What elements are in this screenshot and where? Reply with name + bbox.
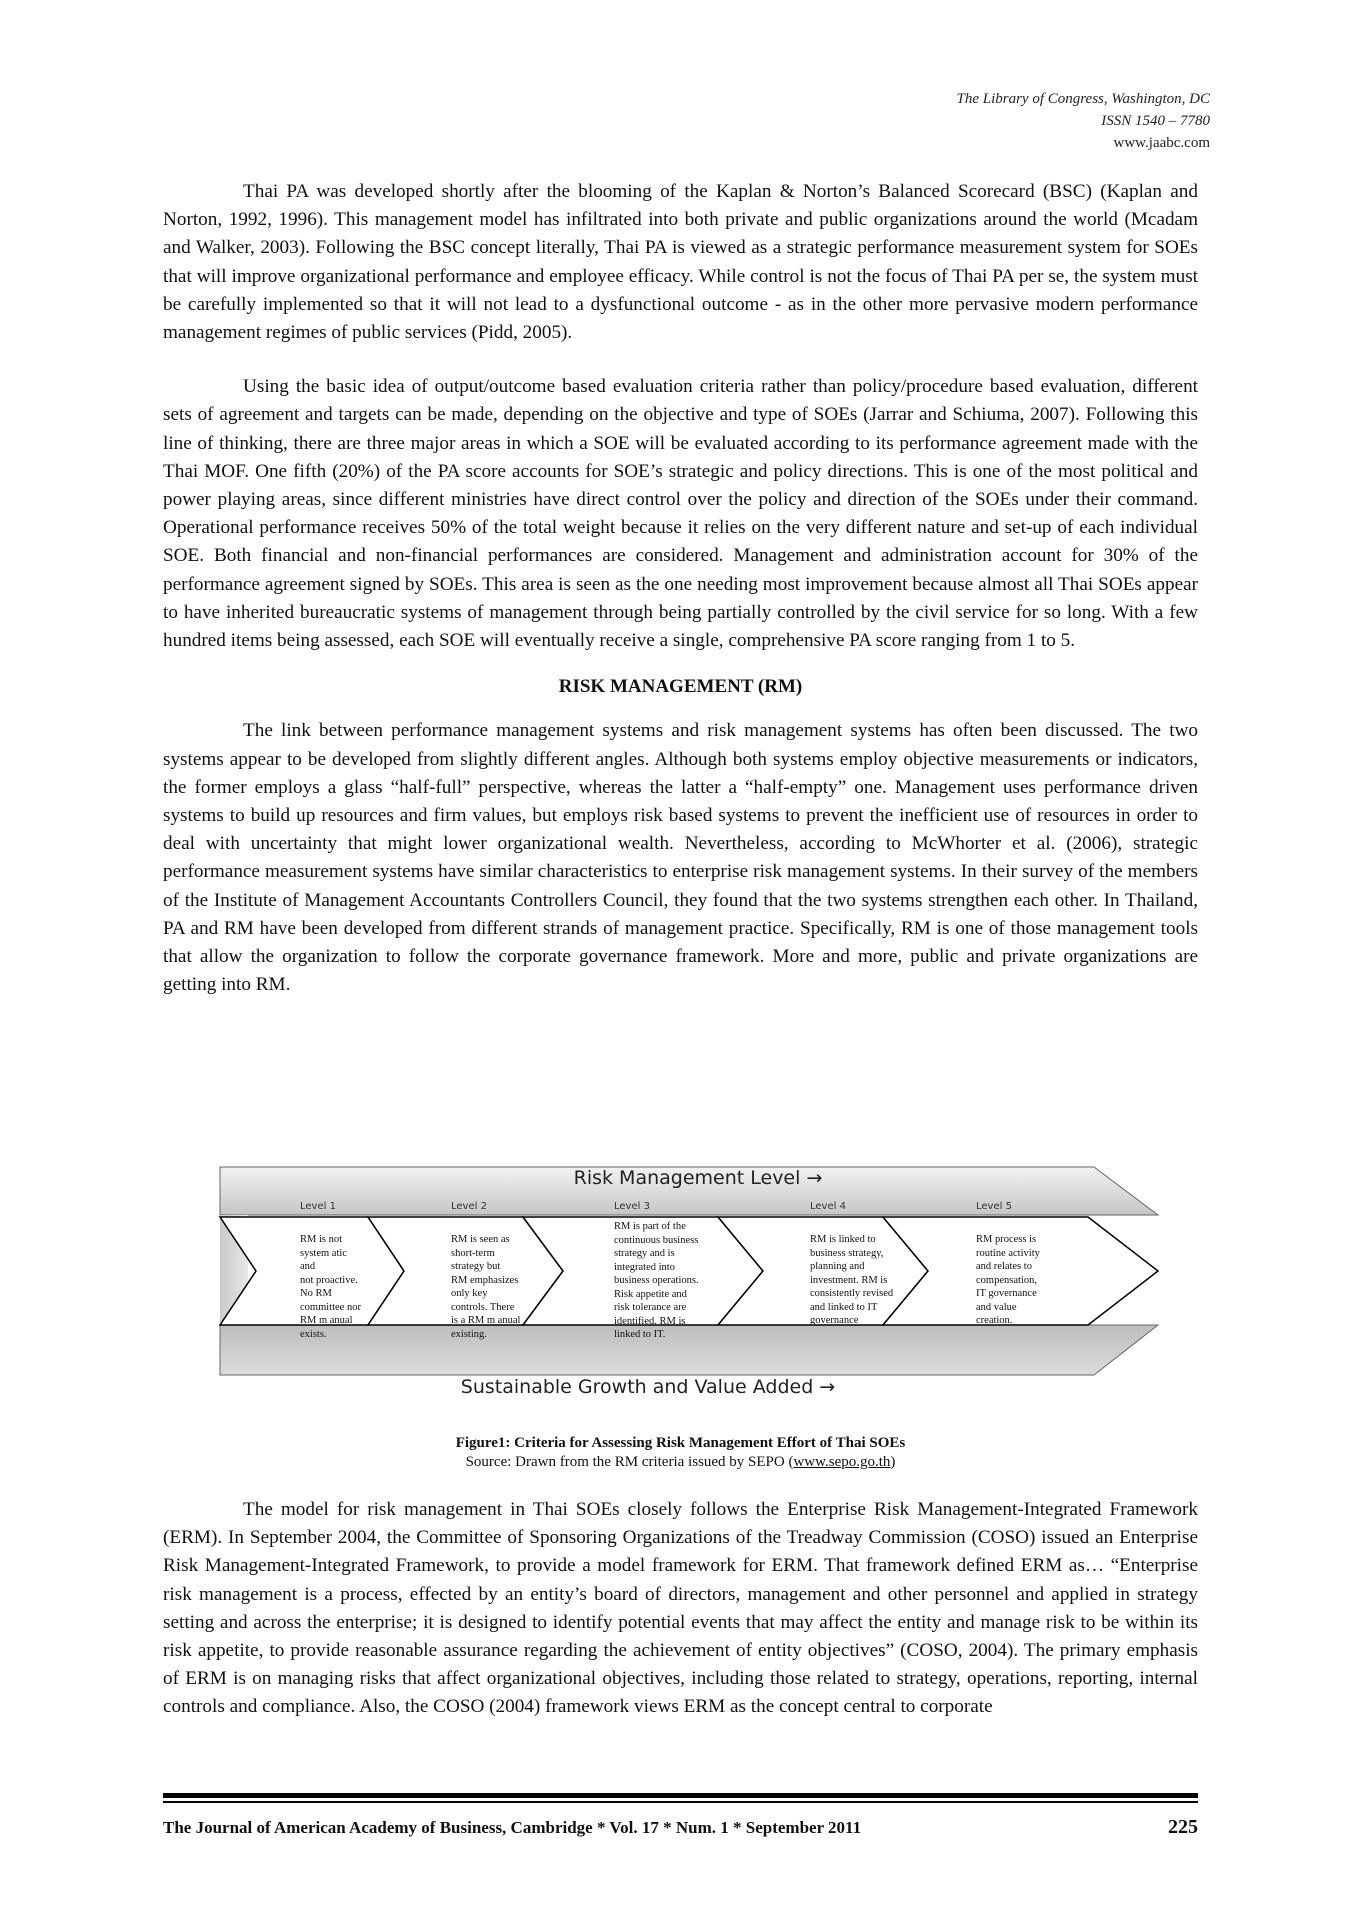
paragraph-rm-link: The link between performance management systems and risk management systems has often been discussed. The two systems appear to be developed from slightly different angles. Although both systems employ objective measurements or indicators, the former employs a glass “half-full” perspective, whereas the latter a “half-empty” one. Management uses performance driven systems to build up resources and firm values, but employs risk based systems to prevent the inefficient use of resources in order to deal with uncertainty that might lower organizational wealth. Nevertheless, according to McWhorter et al. (2006), strategic performance measurement systems have similar characteristics to enterprise risk management systems. In their survey of the members of the Institute of Management Accountants Controllers Council, they found that the two systems strengthen each other. In Thailand, PA and RM have been developed from different strands of management practice. Specifically, RM is one of those management tools that allow the organization to follow the corporate governance framework. More and more, public and private organizations are getting into RM.: [163, 720, 1198, 996]
paragraph-evaluation-criteria: Using the basic idea of output/outcome based evaluation criteria rather than policy/procedure based evaluation, different sets of agreement and targets can be made, depending on the objective and type of SOEs (Jarrar and Schiuma, 2007). Following this line of thinking, there are three major areas in which a SOE will be evaluated according to its performance agreement made with the Thai MOF. One fifth (20%) of the PA score accounts for SOE’s strategic and policy directions. This is one of the most political and power playing areas, since different ministries have direct control over the policy and direction of the SOEs under their command. Operational performance receives 50% of the total weight because it relies on the very different nature and set-up of each individual SOE. Both financial and non-financial performances are considered. Management and administration account for 30% of the performance agreement signed by SOEs. This area is seen as the one needing most improvement because almost all Thai SOEs appear to have inherited bureaucratic systems of management through being partially controlled by the civil service for so long. With a few hundred items being assessed, each SOE will eventually receive a single, comprehensive PA score ranging from 1 to 5.: [163, 376, 1198, 652]
level-label-3: Level 3: [614, 1201, 650, 1212]
level-text-3: RM is part of the continuous business strategy and is integrated into business operations. Risk appetite and risk tolerance are identified. RM is linked to IT.: [614, 1221, 699, 1340]
sepo-link[interactable]: www.sepo.go.th: [793, 1454, 891, 1470]
level-text-4: RM is linked to business strategy, planning and investment. RM is consistently revised and linked to IT governance: [810, 1234, 894, 1326]
level-text-1: RM is not system atic and not proactive. No RM committee nor RM m anual exists.: [300, 1234, 361, 1340]
level-label-1: Level 1: [300, 1201, 336, 1212]
running-footer: [163, 1818, 1198, 1838]
header-library: The Library of Congress, Washington, DC: [956, 91, 1210, 107]
caption-source-suffix: ): [890, 1454, 896, 1470]
figure-rm-levels: [218, 1165, 1163, 1427]
figure-top-label: Risk Management Level →: [573, 1167, 823, 1189]
paragraph-thai-pa: Thai PA was developed shortly after the blooming of the Kaplan & Norton’s Balanced Scorecard (BSC) (Kaplan and Norton, 1992, 1996). This management model has infiltrated into both private and public organizations around the world (Mcadam and Walker, 2003). Following the BSC concept literally, Thai PA is viewed as a strategic performance measurement system for SOEs that will improve organizational performance and employee efficacy. While control is not the focus of Thai PA per se, the system must be carefully implemented so that it will not lead to a dysfunctional outcome - as in the other more pervasive modern performance management regimes of public services (Pidd, 2005).: [163, 181, 1198, 344]
header-issn: ISSN 1540 – 7780: [1101, 113, 1210, 129]
footer-rule-thick: [163, 1793, 1198, 1798]
body-text-top: [163, 178, 1198, 999]
running-header: [710, 88, 1210, 154]
level-label-2: Level 2: [451, 1201, 487, 1212]
level-text-5: RM process is routine activity and relates to compensation, IT governance and value creation.: [976, 1234, 1040, 1326]
footer-journal: The Journal of American Academy of Business, Cambridge * Vol. 17 * Num. 1 * September 2011: [163, 1818, 862, 1837]
level-label-5: Level 5: [976, 1201, 1012, 1212]
section-heading: RISK MANAGEMENT (RM): [558, 676, 803, 698]
caption-title: Figure1: Criteria for Assessing Risk Management Effort of Thai SOEs: [455, 1435, 906, 1451]
level-label-4: Level 4: [810, 1201, 846, 1212]
footer-rule-thin: [163, 1801, 1198, 1803]
figure-bottom-label: Sustainable Growth and Value Added →: [460, 1376, 836, 1398]
page-number: 225: [1168, 1816, 1198, 1838]
level-text-2: RM is seen as short-term strategy but RM emphasizes only key controls. There is a RM m anual existing.: [451, 1234, 521, 1340]
caption-source-prefix: Source: Drawn from the RM criteria issued by SEPO (: [465, 1454, 794, 1470]
caption-source: [163, 1453, 1198, 1472]
paragraph-erm-model: The model for risk management in Thai SOEs closely follows the Enterprise Risk Management-Integrated Framework (ERM). In September 2004, the Committee of Sponsoring Organizations of the Treadway Commission (COSO) issued an Enterprise Risk Management-Integrated Framework, to provide a model framework for ERM. That framework defined ERM as… “Enterprise risk management is a process, effected by an entity’s board of directors, management and other personnel and applied in strategy setting and across the enterprise; it is designed to identify potential events that may affect the entity and manage risk to be within its risk appetite, to provide reasonable assurance regarding the achievement of entity objectives” (COSO, 2004). The primary emphasis of ERM is on managing risks that affect organizational objectives, including those related to strategy, operations, reporting, internal controls and compliance. Also, the COSO (2004) framework views ERM as the concept central to corporate: [163, 1499, 1198, 1718]
figure-caption: [163, 1434, 1198, 1472]
body-text-bottom: [163, 1496, 1198, 1722]
header-website: www.jaabc.com: [1113, 135, 1210, 151]
